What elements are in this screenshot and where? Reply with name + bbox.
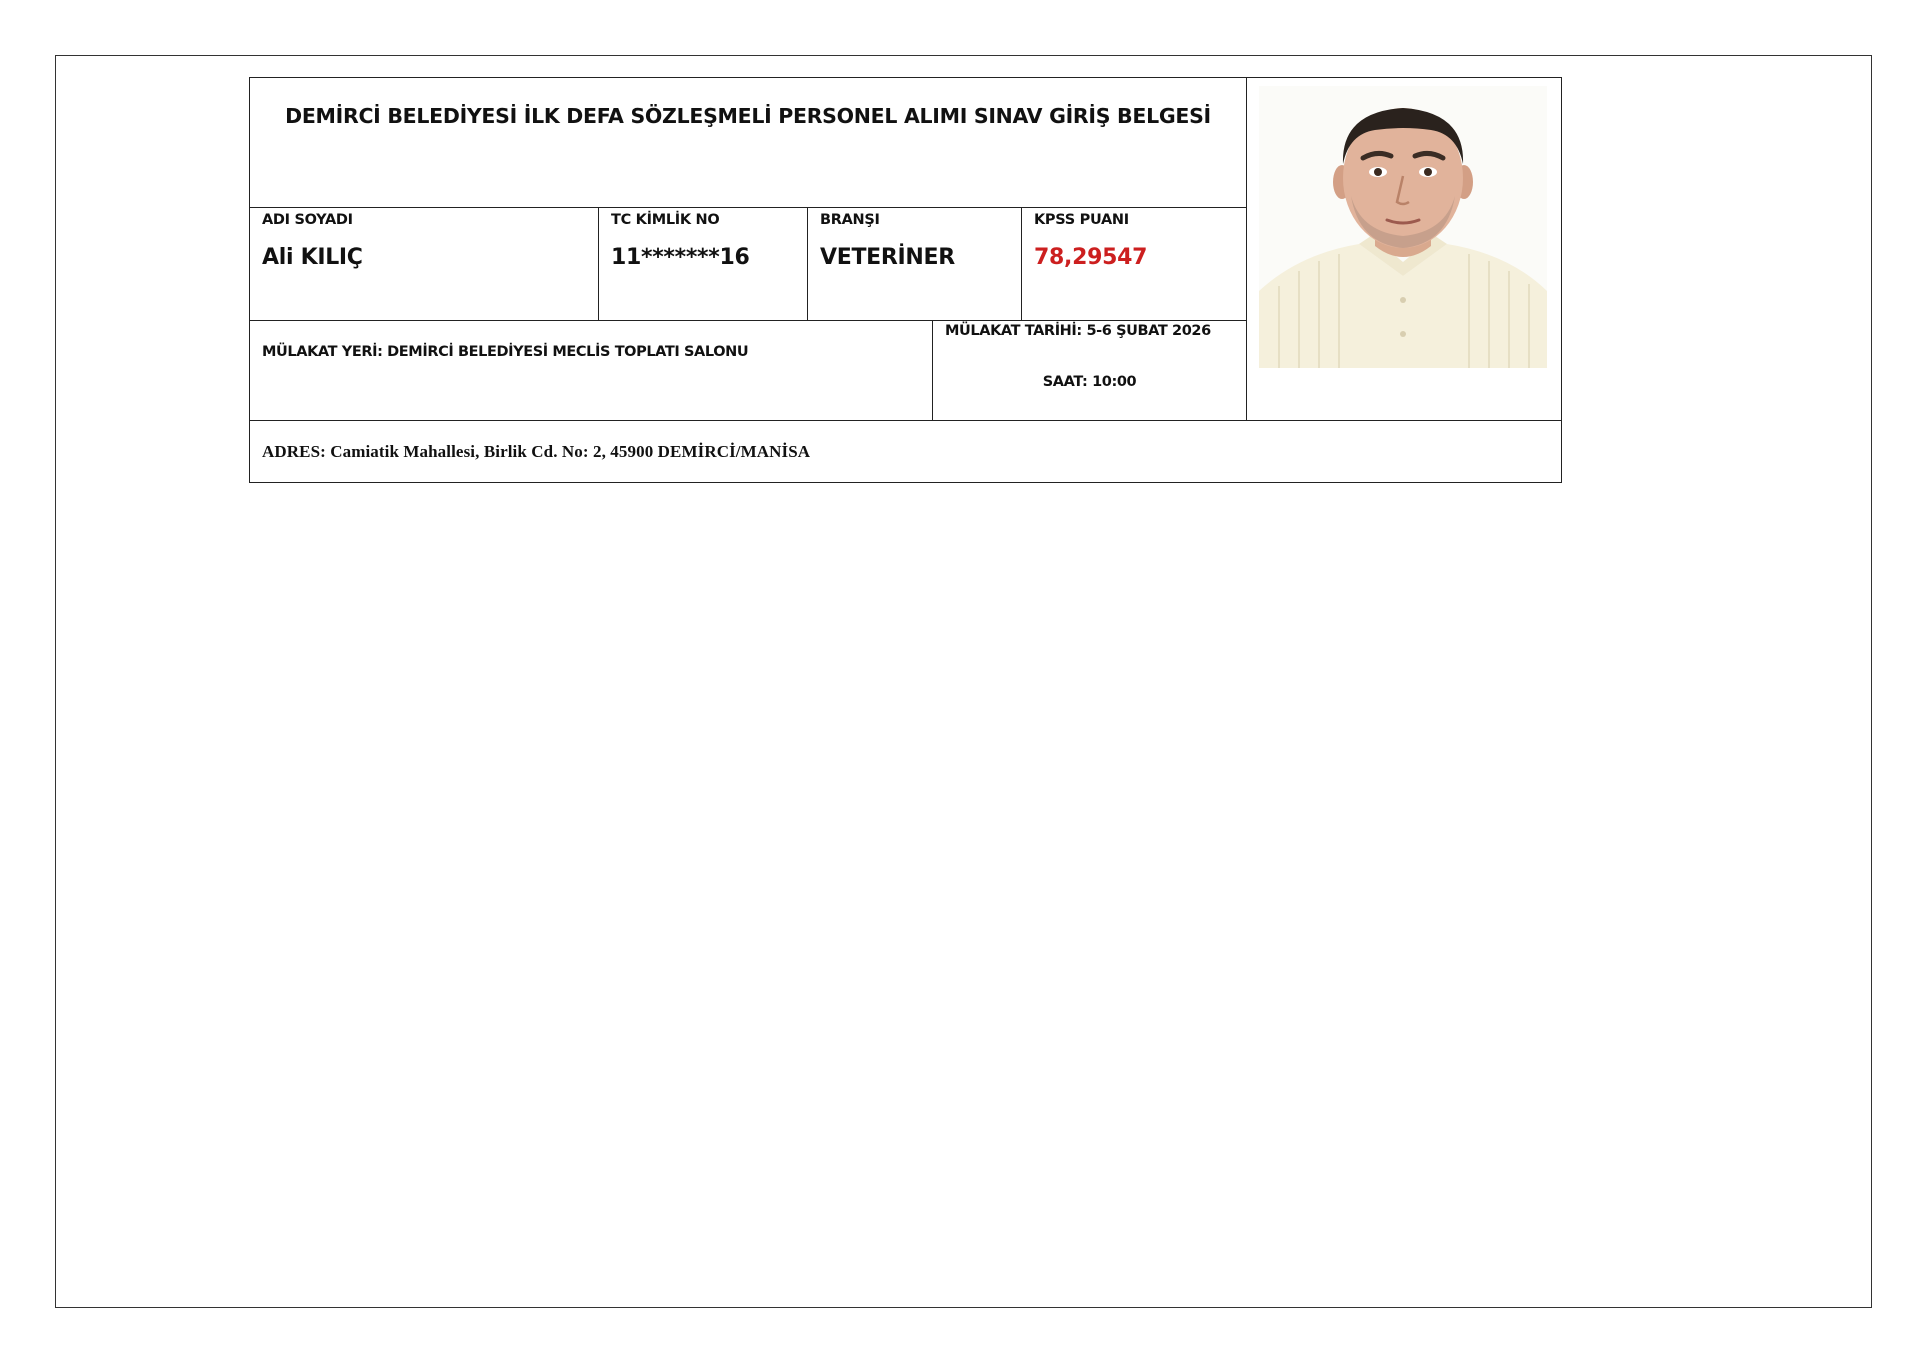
address-text: ADRES: Camiatik Mahallesi, Birlik Cd. No: 2, 45900 DEMİRCİ/MANİSA <box>262 442 811 461</box>
interview-place: MÜLAKAT YERİ: DEMİRCİ BELEDİYESİ MECLİS TOPLATI SALONU <box>262 344 749 360</box>
kpss-cell <box>1022 208 1247 321</box>
applicant-photo <box>1259 86 1547 368</box>
name-value: Ali KILIÇ <box>262 245 363 270</box>
name-cell <box>250 208 599 321</box>
brans-value: VETERİNER <box>820 245 955 270</box>
portrait-image <box>1259 86 1547 368</box>
name-label: ADI SOYADI <box>262 212 353 228</box>
tc-value: 11*******16 <box>611 245 750 270</box>
title-cell <box>250 78 1247 208</box>
interview-date-cell <box>933 321 1247 421</box>
kpss-value: 78,29547 <box>1034 245 1148 270</box>
kpss-label: KPSS PUANI <box>1034 212 1129 228</box>
address-cell <box>250 421 1561 482</box>
interview-date: MÜLAKAT TARİHİ: 5-6 ŞUBAT 2026 <box>945 323 1211 339</box>
interview-time: SAAT: 10:00 <box>1042 374 1137 390</box>
document-title: DEMİRCİ BELEDİYESİ İLK DEFA SÖZLEŞMELİ PERSONEL ALIMI SINAV GİRİŞ BELGESİ <box>285 104 1211 128</box>
tc-cell <box>599 208 808 321</box>
interview-place-cell <box>250 321 933 421</box>
brans-cell <box>808 208 1022 321</box>
photo-cell <box>1247 78 1561 421</box>
tc-label: TC KİMLİK NO <box>611 212 720 228</box>
brans-label: BRANŞI <box>820 212 880 228</box>
exam-entry-card <box>249 77 1562 483</box>
